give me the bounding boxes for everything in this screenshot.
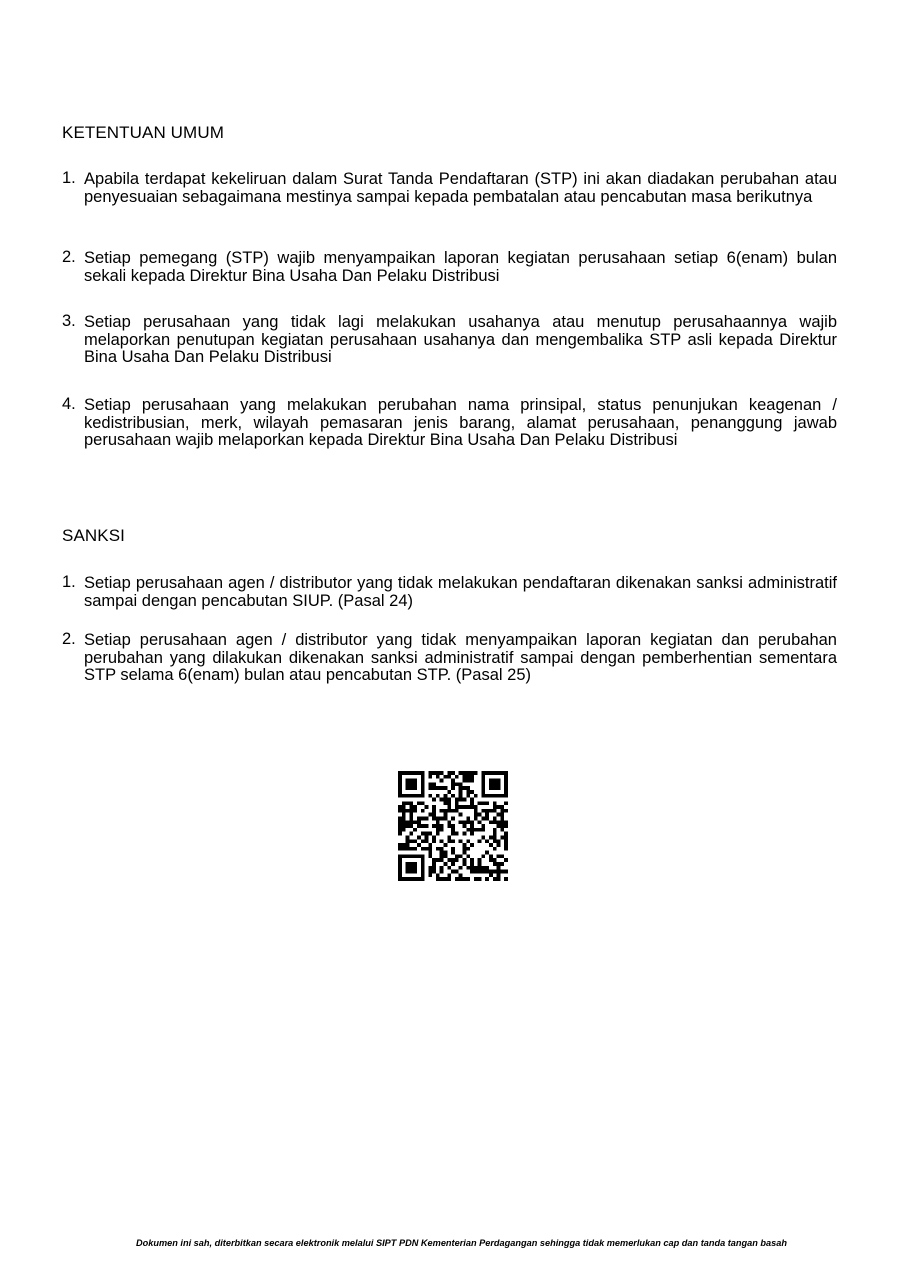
sanksi-title: SANKSI [62,526,125,545]
item-number: 2. [62,248,76,266]
footer-validity-note: Dokumen ini sah, diterbitkan secara elektronik melalui SIPT PDN Kementerian Perdagangan sehingga tidak memerlukan cap dan tanda tangan basah [136,1238,787,1248]
item-number: 1. [62,169,76,187]
qr-code-icon [398,771,508,881]
item-number: 3. [62,312,76,330]
item-text: Setiap perusahaan agen / distributor yang tidak melakukan pendaftaran dikenakan sanksi administratif sampai dengan pencabutan SIUP. (Pasal 24) [84,574,837,610]
item-number: 1. [62,573,76,591]
item-text: Setiap perusahaan agen / distributor yang tidak menyampaikan laporan kegiatan dan perubahan perubahan yang dilakukan dikenakan sanksi administratif sampai dengan pemberhentian sementara STP selama 6(enam) bulan atau pencabutan STP. (Pasal 25) [84,631,837,684]
item-text: Setiap perusahaan yang melakukan perubahan nama prinsipal, status penunjukan keagenan / kedistribusian, merk, wilayah pemasaran jenis barang, alamat perusahaan, penanggung jawab perusahaan wajib melaporkan kepada Direktur Bina Usaha Dan Pelaku Distribusi [84,396,837,449]
item-text: Setiap pemegang (STP) wajib menyampaikan laporan kegiatan perusahaan setiap 6(enam) bulan sekali kepada Direktur Bina Usaha Dan Pelaku Distribusi [84,249,837,285]
item-number: 2. [62,630,76,648]
item-number: 4. [62,395,76,413]
item-text: Setiap perusahaan yang tidak lagi melakukan usahanya atau menutup perusahaannya wajib melaporkan penutupan kegiatan perusahaan usahanya dan mengembalika STP asli kepada Direktur Bina Usaha Dan Pelaku Distribusi [84,313,837,366]
ketentuan-umum-title: KETENTUAN UMUM [62,123,224,142]
item-text: Apabila terdapat kekeliruan dalam Surat Tanda Pendaftaran (STP) ini akan diadakan perubahan atau penyesuaian sebagaimana mestinya sampai kepada pembatalan atau pencabutan masa berikutnya [84,170,837,206]
